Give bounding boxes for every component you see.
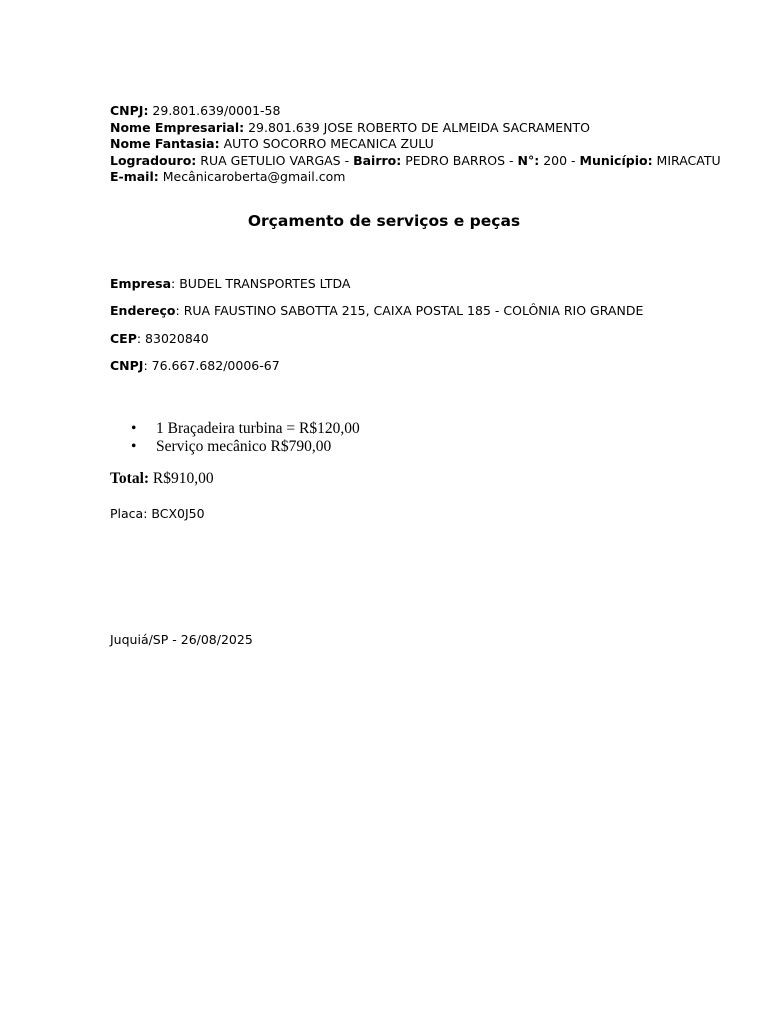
document-title: Orçamento de serviços e peças bbox=[247, 212, 521, 230]
plate-line: Placa: BCX0J50 bbox=[110, 506, 205, 521]
issuer-email bbox=[110, 169, 721, 186]
client-cnpj-value: : 76.667.682/0006-67 bbox=[143, 357, 280, 373]
client-cep-label: CEP bbox=[110, 330, 137, 346]
issuer-district-value: PEDRO BARROS - bbox=[401, 152, 518, 168]
total-value: R$910,00 bbox=[149, 470, 214, 487]
client-company bbox=[110, 277, 643, 304]
issuer-address bbox=[110, 153, 721, 170]
items-list bbox=[110, 420, 360, 455]
list-item bbox=[110, 438, 360, 456]
client-company-label: Empresa bbox=[110, 276, 172, 291]
bullet-icon: • bbox=[131, 420, 137, 437]
client-address-label: Endereço bbox=[110, 303, 176, 319]
client-company-value: : BUDEL TRANSPORTES LTDA bbox=[171, 276, 351, 291]
issuer-cnpj-value: 29.801.639/0001-58 bbox=[148, 103, 281, 118]
issuer-email-label: E-mail: bbox=[110, 169, 159, 184]
issuer-district-label: Bairro: bbox=[353, 152, 402, 168]
client-cep bbox=[110, 332, 643, 359]
client-cnpj-label: CNPJ bbox=[110, 357, 144, 373]
issuer-trade-name bbox=[110, 136, 721, 153]
issuer-city-label: Município: bbox=[579, 152, 653, 168]
issuer-business-name-label: Nome Empresarial: bbox=[110, 119, 245, 135]
item-text: Serviço mecânico R$790,00 bbox=[156, 437, 332, 455]
place-date-line: Juquiá/SP - 26/08/2025 bbox=[110, 632, 253, 647]
issuer-email-value: Mecânicaroberta@gmail.com bbox=[158, 169, 346, 184]
issuer-number-label: N°: bbox=[517, 152, 540, 168]
list-item bbox=[110, 420, 360, 438]
item-text: 1 Braçadeira turbina = R$120,00 bbox=[156, 420, 360, 437]
issuer-city-value: MIRACATU bbox=[652, 152, 721, 168]
client-cnpj bbox=[110, 359, 643, 386]
issuer-cnpj bbox=[110, 103, 721, 120]
client-address bbox=[110, 304, 643, 331]
client-cep-value: : 83020840 bbox=[136, 330, 209, 346]
client-address-value: : RUA FAUSTINO SABOTTA 215, CAIXA POSTAL 185 - COLÔNIA RIO GRANDE bbox=[175, 303, 644, 319]
issuer-trade-name-label: Nome Fantasia: bbox=[110, 136, 220, 151]
issuer-business-name-value: 29.801.639 JOSE ROBERTO DE ALMEIDA SACRAMENTO bbox=[244, 119, 590, 135]
issuer-block bbox=[110, 103, 721, 186]
issuer-trade-name-value: AUTO SOCORRO MECANICA ZULU bbox=[219, 136, 434, 151]
issuer-street-value: RUA GETULIO VARGAS - bbox=[196, 152, 354, 168]
issuer-cnpj-label: CNPJ: bbox=[110, 103, 149, 118]
issuer-number-value: 200 - bbox=[539, 152, 580, 168]
bullet-icon: • bbox=[131, 437, 137, 455]
client-block bbox=[110, 277, 643, 386]
issuer-business-name bbox=[110, 120, 721, 137]
total-line bbox=[110, 470, 214, 488]
total-label: Total: bbox=[110, 470, 150, 487]
issuer-street-label: Logradouro: bbox=[110, 152, 197, 168]
